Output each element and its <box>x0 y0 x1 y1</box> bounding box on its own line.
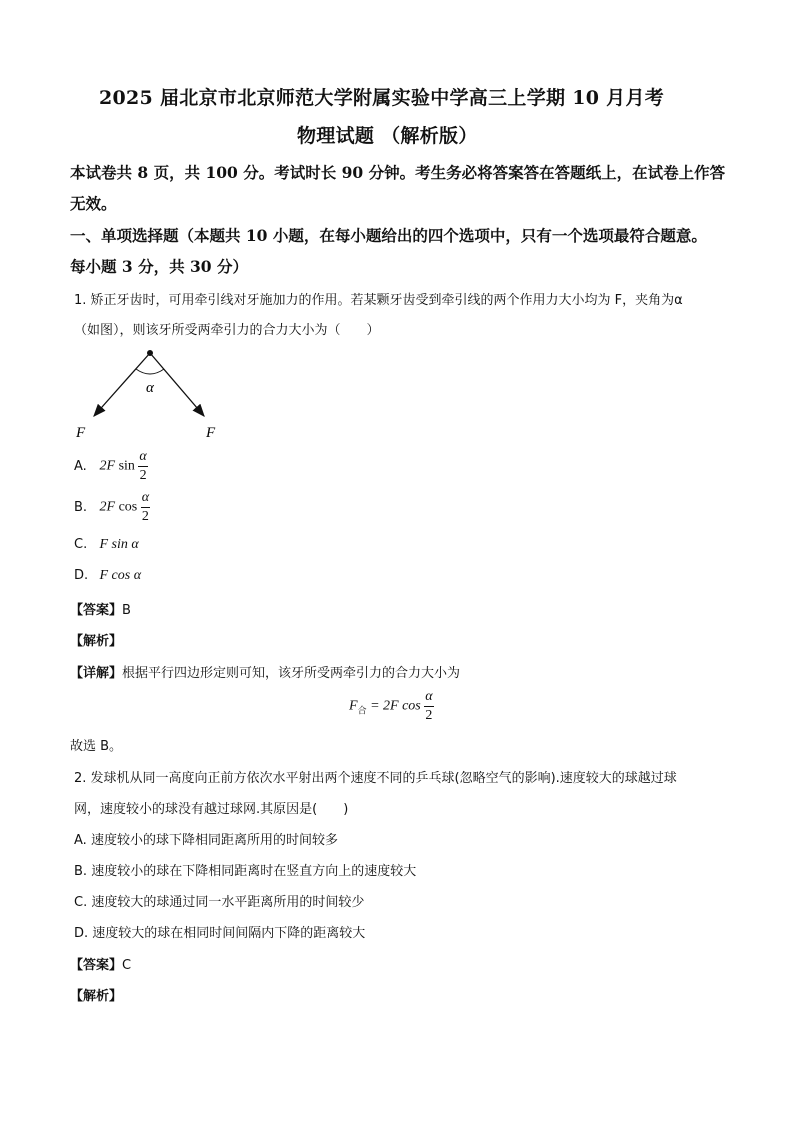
option-coef: 2F <box>99 458 116 474</box>
option-letter: B. <box>74 864 88 879</box>
q1-stem-line1: 1. 矫正牙齿时，可用牵引线对牙施加力的作用。若某颗牙齿受到牵引线的两个作用力大小均为 F，夹角为α <box>74 293 683 308</box>
angle-label: α <box>146 380 154 396</box>
option-letter: D. <box>74 568 89 583</box>
right-force-arrow <box>150 353 204 416</box>
option-expression: F cos α <box>99 568 142 583</box>
answer-value: B <box>122 603 131 618</box>
section-heading-line1: 一、单项选择题（本题共 10 小题，在每小题给出的四个选项中，只有一个选项最符合题意。 <box>70 226 707 245</box>
q2-stem-line1: 2. 发球机从同一高度向正前方依次水平射出两个速度不同的乒乓球(忽略空气的影响).速度较大的球越过球 <box>74 771 677 786</box>
option-fn: sin <box>118 458 135 474</box>
answer-tag: 【答案】 <box>70 958 123 973</box>
q1-stem-line2: （如图），则该牙所受两牵引力的合力大小为（ ） <box>74 323 380 338</box>
q2-answer <box>70 954 131 973</box>
q1-option-a <box>74 450 148 483</box>
answer-value: C <box>122 958 132 973</box>
option-letter: D. <box>74 926 89 941</box>
left-force-arrow <box>94 353 150 416</box>
option-text: 速度较大的球在相同时间间隔内下降的距离较大 <box>92 926 366 941</box>
option-text: 速度较小的球在下降相同距离时在竖直方向上的速度较大 <box>91 864 417 879</box>
q1-detail <box>70 662 460 681</box>
option-letter: A. <box>74 458 87 474</box>
option-letter: C. <box>74 895 88 910</box>
q1-answer <box>70 599 131 618</box>
formula-subscript: 合 <box>357 705 367 716</box>
right-force-label: F <box>206 425 216 441</box>
page-title-line1: 2025 届北京市北京师范大学附属实验中学高三上学期 10 月月考 <box>99 87 665 109</box>
option-letter: B. <box>74 499 88 515</box>
q1-conclusion: 故选 B。 <box>70 739 123 754</box>
q1-option-c <box>74 537 139 553</box>
option-fraction <box>138 450 147 483</box>
detail-tag: 【详解】 <box>70 666 123 681</box>
q1-formula <box>349 690 434 723</box>
page-title-line2: 物理试题 （解析版） <box>297 125 478 147</box>
answer-tag: 【答案】 <box>70 603 123 618</box>
formula-rhs: = 2F cos <box>370 698 421 714</box>
section-heading-line2: 每小题 3 分，共 30 分） <box>70 257 248 276</box>
option-letter: A. <box>74 833 87 848</box>
q1-option-b <box>74 491 150 524</box>
fraction-numerator: α <box>424 690 433 707</box>
q1-analysis-tag: 【解析】 <box>70 634 123 649</box>
option-expression: F sin α <box>99 537 139 552</box>
instructions-line2: 无效。 <box>70 194 117 213</box>
q2-analysis-tag: 【解析】 <box>70 989 123 1004</box>
fraction-denominator: 2 <box>425 708 433 723</box>
option-text: 速度较大的球通过同一水平距离所用的时间较少 <box>91 895 365 910</box>
fraction-numerator: α <box>141 491 150 508</box>
option-fraction <box>141 491 150 524</box>
fraction-denominator: 2 <box>139 468 147 483</box>
option-text: 速度较小的球下降相同距离所用的时间较多 <box>90 833 338 848</box>
formula-lhs: F <box>349 698 358 714</box>
instructions-line1: 本试卷共 8 页，共 100 分。考试时长 90 分钟。考生务必将答案答在答题纸上，在试卷上作答 <box>70 163 726 182</box>
q2-stem-line2: 网，速度较小的球没有越过球网.其原因是( ) <box>74 802 349 817</box>
q2-option-a <box>74 829 338 848</box>
force-diagram <box>70 344 240 444</box>
detail-text: 根据平行四边形定则可知，该牙所受两牵引力的合力大小为 <box>122 666 461 681</box>
q2-option-d <box>74 922 365 941</box>
left-force-label: F <box>76 425 86 441</box>
option-fn: cos <box>118 499 138 515</box>
angle-arc <box>136 369 164 374</box>
option-letter: C. <box>74 537 88 552</box>
fraction-denominator: 2 <box>141 509 149 524</box>
q2-option-b <box>74 860 416 879</box>
q1-option-d <box>74 568 141 584</box>
option-coef: 2F <box>99 499 116 515</box>
formula-fraction <box>424 690 433 723</box>
fraction-numerator: α <box>138 450 147 467</box>
q2-option-c <box>74 891 364 910</box>
